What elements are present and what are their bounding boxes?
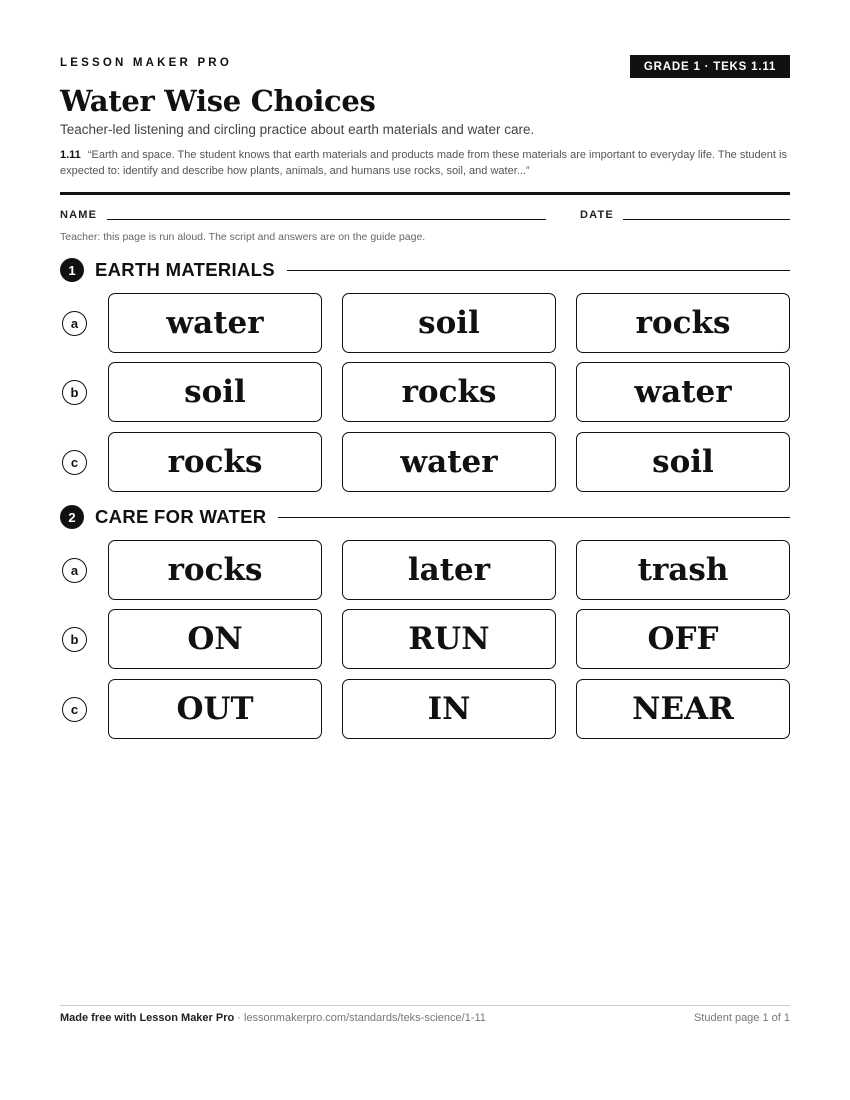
question-row [60,432,790,492]
section-number-badge: 2 [60,505,84,529]
row-letter-badge: b [62,380,87,405]
section-number-badge: 1 [60,258,84,282]
answer-choice[interactable]: soil [576,432,790,492]
question-row [60,609,790,669]
row-letter-badge: a [62,558,87,583]
answer-choice[interactable]: ON [108,609,322,669]
footer-page-label: Student page 1 of 1 [693,1012,790,1024]
answer-choice[interactable]: rocks [108,432,322,492]
footer-divider [60,1005,790,1006]
answer-choice[interactable]: water [576,362,790,422]
answer-choice[interactable]: rocks [576,293,790,353]
question-row [60,362,790,422]
footer-credit [60,1012,486,1024]
answer-choice[interactable]: water [342,432,556,492]
footer-made-with: Made free with Lesson Maker Pro [60,1012,235,1024]
row-letter-badge: c [62,450,87,475]
grade-badge: GRADE 1 · TEKS 1.11 [630,55,790,78]
row-letter-badge: b [62,627,87,652]
section-1-header [60,258,790,282]
standard-text: “Earth and space. The student knows that earth materials and products made from these materials are important to everyday life. The student is expected to: identify and describe how plants, animals, and humans use rocks, soil, and water...” [60,149,787,177]
answer-choice[interactable]: rocks [342,362,556,422]
answer-choice[interactable]: trash [576,540,790,600]
answer-choice[interactable]: RUN [342,609,556,669]
section-divider [278,517,790,518]
teacher-note: Teacher: this page is run aloud. The script and answers are on the guide page. [60,231,426,243]
answer-choice[interactable]: NEAR [576,679,790,739]
worksheet-title: Water Wise Choices [60,84,376,118]
section-2-header [60,505,790,529]
question-row [60,679,790,739]
section-title: EARTH MATERIALS [95,259,275,280]
answer-choice[interactable]: soil [342,293,556,353]
brand-name: LESSON MAKER PRO [60,57,232,69]
row-letter-badge: c [62,697,87,722]
name-label: NAME [60,209,98,221]
answer-choice[interactable]: OFF [576,609,790,669]
standard-description [60,147,795,179]
section-title: CARE FOR WATER [95,506,267,527]
answer-choice[interactable]: water [108,293,322,353]
question-row [60,540,790,600]
name-field-line[interactable] [107,219,546,220]
answer-choice[interactable]: later [342,540,556,600]
date-label: DATE [580,209,614,221]
footer-url[interactable]: · lessonmakerpro.com/standards/teks-science/1-11 [234,1012,486,1024]
answer-choice[interactable]: OUT [108,679,322,739]
question-row [60,293,790,353]
answer-choice[interactable]: soil [108,362,322,422]
answer-choice[interactable]: rocks [108,540,322,600]
worksheet-subtitle: Teacher-led listening and circling practice about earth materials and water care. [60,122,535,137]
answer-choice[interactable]: IN [342,679,556,739]
header-divider [60,192,790,195]
row-letter-badge: a [62,311,87,336]
date-field-line[interactable] [623,219,790,220]
section-divider [287,270,790,271]
standard-code: 1.11 [60,149,81,161]
